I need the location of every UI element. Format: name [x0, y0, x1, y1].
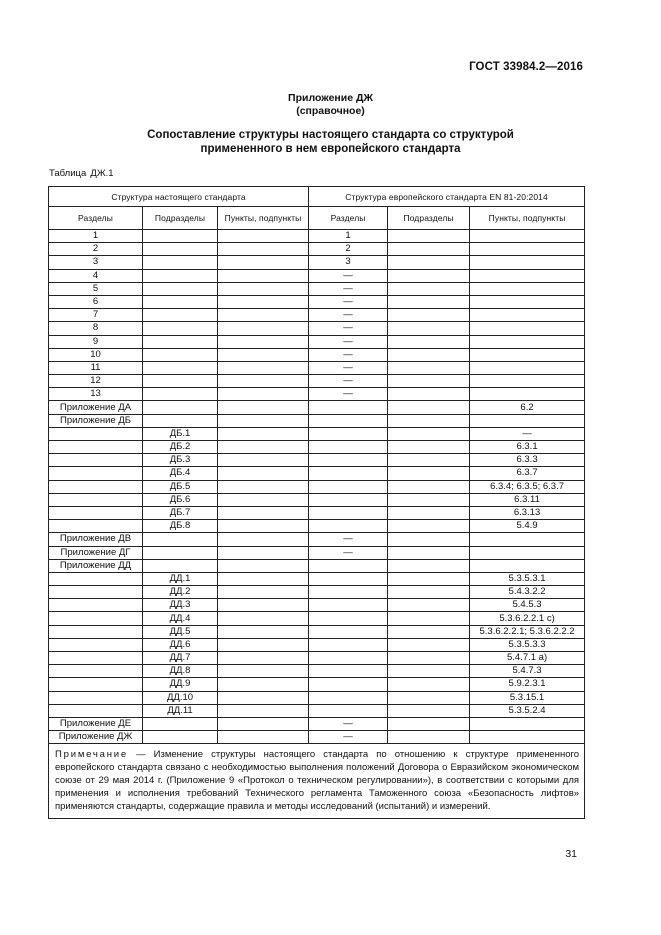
table-cell: 6	[49, 295, 143, 308]
table-cell	[470, 559, 585, 572]
table-cell	[218, 401, 309, 414]
table-cell	[470, 322, 585, 335]
table-cell	[388, 665, 470, 678]
table-row	[49, 704, 585, 717]
table-cell: —	[309, 361, 388, 374]
table-cell	[218, 269, 309, 282]
table-cell	[218, 572, 309, 585]
table-cell	[309, 467, 388, 480]
table-cell	[388, 638, 470, 651]
table-cell: 2	[49, 243, 143, 256]
table-row	[49, 375, 585, 388]
table-cell	[309, 506, 388, 519]
table-cell: ДБ.2	[143, 441, 218, 454]
table-cell	[388, 652, 470, 665]
table-cell	[388, 586, 470, 599]
table-row	[49, 506, 585, 519]
table-cell: ДД.5	[143, 625, 218, 638]
table-cell	[143, 559, 218, 572]
table-cell: 5.3.5.3.3	[470, 638, 585, 651]
note-text: — Изменение структуры настоящего стандарта по отношению к структуре примененного европейского стандарта связано с необходимостью выполнения положений Договора о Евразийском экономическом союзе от 29 мая 2014 г. (Приложение 9 «Протокол о техническом регулировании»), в соответствии с которыми для применения и исполнения требований Технического регламента Таможенного союза «Безопасность лифтов» применяются стандарты, содержащие правила и методы исследований (испытаний) и измерений.	[55, 749, 580, 813]
standard-number: ГОСТ 33984.2—2016	[469, 61, 583, 73]
table-cell	[470, 243, 585, 256]
table-cell	[143, 230, 218, 243]
table-cell	[49, 652, 143, 665]
table-cell: 10	[49, 348, 143, 361]
table-cell: 6.3.7	[470, 467, 585, 480]
table-cell	[470, 269, 585, 282]
table-cell	[218, 243, 309, 256]
table-cell: ДБ.8	[143, 520, 218, 533]
table-cell: ДД.9	[143, 678, 218, 691]
table-cell	[388, 427, 470, 440]
table-cell: ДД.2	[143, 586, 218, 599]
table-row	[49, 599, 585, 612]
table-row	[49, 243, 585, 256]
table-cell: —	[309, 269, 388, 282]
table-cell: 3	[309, 256, 388, 269]
table-cell	[49, 480, 143, 493]
table-cell	[388, 309, 470, 322]
table-cell	[143, 414, 218, 427]
table-cell: Приложение ДЕ	[49, 717, 143, 730]
table-cell	[309, 599, 388, 612]
table-cell: ДД.4	[143, 612, 218, 625]
table-cell: 5.4.9	[470, 520, 585, 533]
table-cell	[218, 493, 309, 506]
table-cell: 5.4.5.3	[470, 599, 585, 612]
table-cell: 6.3.13	[470, 506, 585, 519]
table-cell	[218, 467, 309, 480]
table-cell	[309, 691, 388, 704]
table-cell	[143, 731, 218, 744]
table-cell	[49, 612, 143, 625]
table-cell	[49, 427, 143, 440]
table-cell	[143, 335, 218, 348]
table-cell	[218, 665, 309, 678]
table-cell	[388, 467, 470, 480]
table-cell	[143, 256, 218, 269]
table-cell	[309, 441, 388, 454]
table-cell: ДБ.4	[143, 467, 218, 480]
table-cell	[388, 731, 470, 744]
table-row	[49, 401, 585, 414]
table-row	[49, 322, 585, 335]
appendix-title: Приложение ДЖ	[288, 92, 373, 104]
table-row	[49, 230, 585, 243]
table-cell: ДД.10	[143, 691, 218, 704]
table-row	[49, 559, 585, 572]
table-cell: 6.3.11	[470, 493, 585, 506]
table-cell	[218, 691, 309, 704]
table-row	[49, 282, 585, 295]
table-cell	[309, 652, 388, 665]
table-cell: —	[309, 546, 388, 559]
table-cell	[309, 559, 388, 572]
table-cell: Приложение ДА	[49, 401, 143, 414]
appendix-subtitle: (справочное)	[296, 105, 365, 117]
table-cell	[388, 322, 470, 335]
table-cell	[218, 506, 309, 519]
table-cell: 2	[309, 243, 388, 256]
table-cell	[309, 678, 388, 691]
section-title-line1: Сопоставление структуры настоящего стандарта со структурой	[147, 129, 514, 141]
table-cell	[388, 625, 470, 638]
table-cell	[218, 559, 309, 572]
table-cell: ДБ.6	[143, 493, 218, 506]
table-cell	[143, 243, 218, 256]
table-cell	[309, 586, 388, 599]
table-cell	[388, 599, 470, 612]
table-cell	[470, 256, 585, 269]
table-cell	[218, 295, 309, 308]
table-cell	[218, 520, 309, 533]
table-cell	[470, 295, 585, 308]
table-cell: —	[309, 375, 388, 388]
table-cell	[309, 665, 388, 678]
table-label-id: ДЖ.1	[90, 168, 114, 179]
table-cell	[49, 599, 143, 612]
table-cell	[309, 520, 388, 533]
table-cell	[49, 520, 143, 533]
group-header-european: Структура европейского стандарта EN 81-20:2014	[309, 187, 585, 207]
table-cell	[388, 269, 470, 282]
table-cell	[49, 493, 143, 506]
table-cell: —	[470, 427, 585, 440]
table-cell	[218, 309, 309, 322]
table-cell	[218, 638, 309, 651]
table-cell	[470, 309, 585, 322]
table-cell	[218, 731, 309, 744]
table-cell	[218, 361, 309, 374]
table-cell: —	[309, 309, 388, 322]
table-cell	[388, 441, 470, 454]
table-cell: 8	[49, 322, 143, 335]
table-cell	[143, 401, 218, 414]
table-cell	[49, 638, 143, 651]
table-cell	[49, 506, 143, 519]
table-cell	[218, 625, 309, 638]
table-cell	[143, 282, 218, 295]
table-cell	[218, 322, 309, 335]
table-cell	[470, 546, 585, 559]
table-cell: 1	[309, 230, 388, 243]
table-cell	[49, 691, 143, 704]
table-row	[49, 454, 585, 467]
table-cell	[388, 533, 470, 546]
section-title-line2: примененного в нем европейского стандарта	[200, 143, 461, 155]
table-cell: ДД.8	[143, 665, 218, 678]
table-cell	[388, 401, 470, 414]
table-cell	[309, 427, 388, 440]
table-cell	[143, 309, 218, 322]
table-cell	[309, 493, 388, 506]
table-cell	[388, 388, 470, 401]
column-header: Пункты, подпункты	[470, 207, 585, 230]
table-cell	[218, 335, 309, 348]
table-cell	[388, 454, 470, 467]
table-cell	[218, 348, 309, 361]
table-cell	[309, 572, 388, 585]
table-cell: ДД.7	[143, 652, 218, 665]
table-row	[49, 388, 585, 401]
table-row	[49, 256, 585, 269]
column-header: Подразделы	[388, 207, 470, 230]
table-cell	[49, 454, 143, 467]
table-cell	[49, 586, 143, 599]
table-cell	[388, 282, 470, 295]
table-cell	[143, 717, 218, 730]
table-cell	[218, 427, 309, 440]
table-cell	[143, 388, 218, 401]
table-cell: Приложение ДД	[49, 559, 143, 572]
table-row	[49, 348, 585, 361]
table-row	[49, 361, 585, 374]
table-cell: 5.3.6.2.2.1 c)	[470, 612, 585, 625]
table-cell	[49, 665, 143, 678]
table-cell	[143, 295, 218, 308]
table-row	[49, 652, 585, 665]
table-cell	[309, 414, 388, 427]
table-cell: ДБ.3	[143, 454, 218, 467]
table-cell	[388, 704, 470, 717]
table-cell	[49, 678, 143, 691]
table-cell	[470, 282, 585, 295]
table-cell	[388, 361, 470, 374]
table-row	[49, 612, 585, 625]
table-cell	[49, 467, 143, 480]
table-row	[49, 533, 585, 546]
table-cell	[388, 243, 470, 256]
column-header: Разделы	[309, 207, 388, 230]
table-cell: —	[309, 388, 388, 401]
table-cell	[388, 335, 470, 348]
table-row	[49, 295, 585, 308]
table-cell: 12	[49, 375, 143, 388]
table-cell	[388, 230, 470, 243]
table-cell: ДБ.5	[143, 480, 218, 493]
table-cell	[470, 375, 585, 388]
table-cell	[388, 612, 470, 625]
table-cell	[470, 717, 585, 730]
table-cell: 5.9.2.3.1	[470, 678, 585, 691]
group-header-current: Структура настоящего стандарта	[49, 187, 309, 207]
table-cell: —	[309, 717, 388, 730]
table-row	[49, 493, 585, 506]
table-body	[49, 230, 585, 744]
table-cell: 6.3.4; 6.3.5; 6.3.7	[470, 480, 585, 493]
table-cell	[218, 375, 309, 388]
table-row	[49, 678, 585, 691]
table-row	[49, 427, 585, 440]
table-row	[49, 691, 585, 704]
table-cell	[388, 572, 470, 585]
table-cell: —	[309, 322, 388, 335]
table-cell: —	[309, 335, 388, 348]
table-cell: ДД.11	[143, 704, 218, 717]
table-cell	[218, 414, 309, 427]
table-cell: —	[309, 348, 388, 361]
table-cell	[309, 454, 388, 467]
table-cell	[218, 441, 309, 454]
table-cell	[309, 480, 388, 493]
column-header: Пункты, подпункты	[218, 207, 309, 230]
table-cell	[143, 348, 218, 361]
table-cell: 5.3.15.1	[470, 691, 585, 704]
table-row	[49, 335, 585, 348]
table-cell: 3	[49, 256, 143, 269]
table-cell: 9	[49, 335, 143, 348]
table-cell	[309, 401, 388, 414]
table-cell	[309, 612, 388, 625]
table-cell	[218, 652, 309, 665]
table-cell: 5.4.3.2.2	[470, 586, 585, 599]
table-cell: 5.4.7.3	[470, 665, 585, 678]
table-cell: ДД.1	[143, 572, 218, 585]
table-row	[49, 441, 585, 454]
table-row	[49, 625, 585, 638]
table-cell	[470, 335, 585, 348]
table-cell	[388, 506, 470, 519]
table-cell	[143, 361, 218, 374]
table-cell	[388, 414, 470, 427]
table-cell	[218, 480, 309, 493]
table-cell: ДД.6	[143, 638, 218, 651]
table-cell	[218, 704, 309, 717]
table-row	[49, 638, 585, 651]
table-cell	[49, 572, 143, 585]
comparison-table	[48, 186, 585, 819]
table-cell: 5.4.7.1 a)	[470, 652, 585, 665]
table-cell	[388, 717, 470, 730]
table-cell	[218, 612, 309, 625]
table-cell: 4	[49, 269, 143, 282]
table-label-prefix: Таблица	[49, 168, 87, 179]
table-cell	[388, 375, 470, 388]
table-cell	[388, 546, 470, 559]
table-cell: ДБ.1	[143, 427, 218, 440]
table-cell: ДД.3	[143, 599, 218, 612]
table-cell	[218, 282, 309, 295]
table-cell	[388, 295, 470, 308]
column-header: Разделы	[49, 207, 143, 230]
table-cell	[143, 322, 218, 335]
table-cell	[309, 704, 388, 717]
table-row	[49, 269, 585, 282]
table-cell	[143, 533, 218, 546]
table-cell: 1	[49, 230, 143, 243]
table-cell	[218, 717, 309, 730]
table-cell	[470, 388, 585, 401]
table-row	[49, 480, 585, 493]
table-cell: 11	[49, 361, 143, 374]
table-cell	[470, 414, 585, 427]
table-row	[49, 731, 585, 744]
table-cell	[218, 256, 309, 269]
table-cell: —	[309, 731, 388, 744]
table-cell	[49, 625, 143, 638]
table-cell: 13	[49, 388, 143, 401]
table-cell: ДБ.7	[143, 506, 218, 519]
table-cell	[388, 691, 470, 704]
table-row	[49, 309, 585, 322]
table-cell	[470, 731, 585, 744]
table-cell	[218, 678, 309, 691]
section-title	[0, 128, 661, 156]
table-cell	[388, 480, 470, 493]
table-cell	[143, 269, 218, 282]
table-row	[49, 414, 585, 427]
table-cell	[388, 520, 470, 533]
table-cell: 6.3.3	[470, 454, 585, 467]
table-cell	[143, 546, 218, 559]
page-number: 31	[565, 848, 577, 860]
table-cell	[218, 533, 309, 546]
table-cell	[388, 348, 470, 361]
table-note	[49, 744, 585, 819]
table-cell	[388, 678, 470, 691]
table-cell	[218, 454, 309, 467]
table-cell: 6.2	[470, 401, 585, 414]
table-label	[49, 168, 114, 179]
table-cell	[218, 388, 309, 401]
table-cell: 5.3.6.2.2.1; 5.3.6.2.2.2	[470, 625, 585, 638]
table-cell	[309, 625, 388, 638]
table-cell: —	[309, 295, 388, 308]
column-header: Подразделы	[143, 207, 218, 230]
table-cell	[309, 638, 388, 651]
table-cell	[388, 559, 470, 572]
table-row	[49, 586, 585, 599]
table-cell	[143, 375, 218, 388]
table-cell	[470, 230, 585, 243]
table-cell	[470, 361, 585, 374]
table-row	[49, 467, 585, 480]
table-row	[49, 546, 585, 559]
table-cell: 5.3.5.2.4	[470, 704, 585, 717]
table-cell: 5	[49, 282, 143, 295]
table-cell: Приложение ДГ	[49, 546, 143, 559]
table-cell: 6.3.1	[470, 441, 585, 454]
table-cell	[388, 493, 470, 506]
table-cell	[49, 704, 143, 717]
table-cell	[49, 441, 143, 454]
table-cell: 5.3.5.3.1	[470, 572, 585, 585]
table-cell: Приложение ДЖ	[49, 731, 143, 744]
appendix-heading	[0, 92, 661, 118]
table-cell	[470, 533, 585, 546]
table-cell: —	[309, 282, 388, 295]
table-row	[49, 665, 585, 678]
table-cell	[218, 546, 309, 559]
table-row	[49, 520, 585, 533]
table-cell: —	[309, 533, 388, 546]
table-cell	[388, 256, 470, 269]
table-cell	[218, 586, 309, 599]
note-label: Примечание	[55, 749, 128, 761]
table-row	[49, 717, 585, 730]
table-cell: Приложение ДБ	[49, 414, 143, 427]
table-cell	[218, 599, 309, 612]
table-cell: Приложение ДВ	[49, 533, 143, 546]
table-cell: 7	[49, 309, 143, 322]
table-row	[49, 572, 585, 585]
table-cell	[218, 230, 309, 243]
table-cell	[470, 348, 585, 361]
